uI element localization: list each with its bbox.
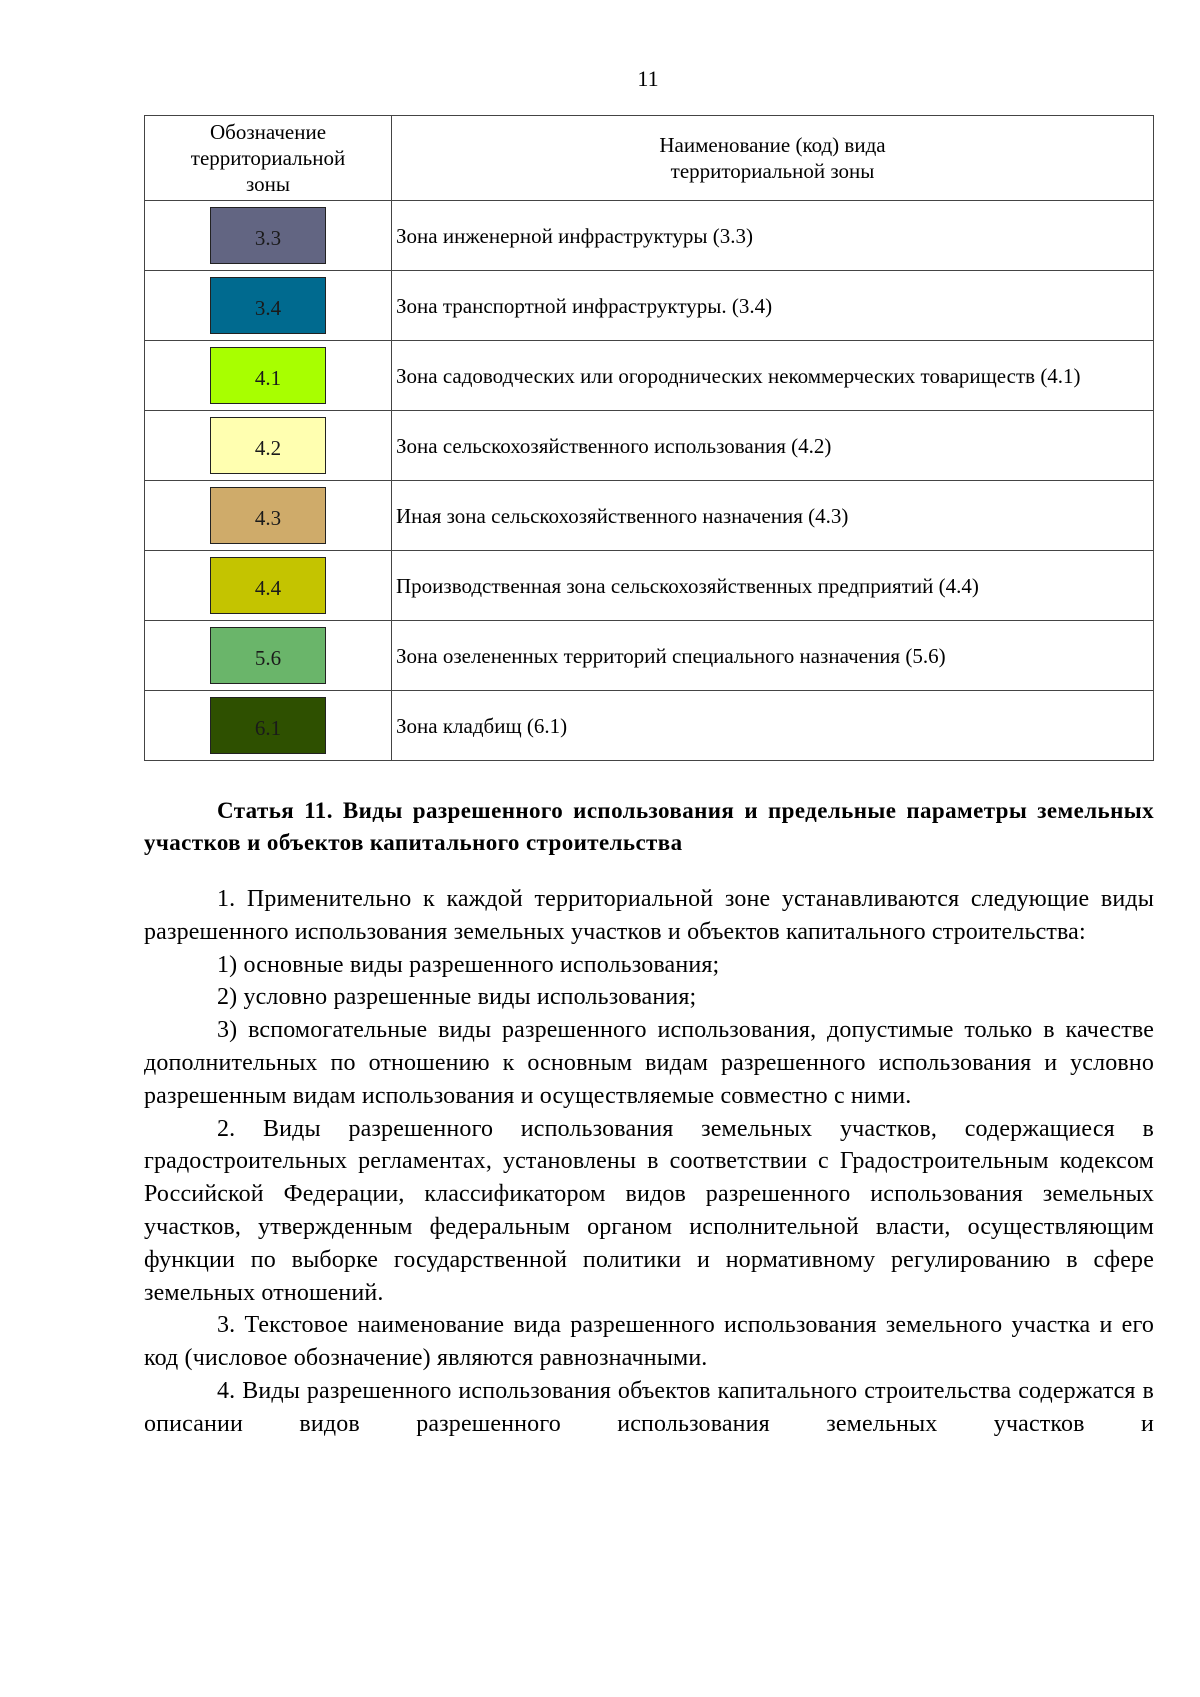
article-11: [144, 795, 1154, 1441]
table-row: [145, 271, 1154, 341]
table-row: [145, 551, 1154, 621]
table-row: [145, 621, 1154, 691]
zone-name-cell: Зона транспортной инфраструктуры. (3.4): [392, 271, 1154, 341]
zone-color-swatch: 6.1: [210, 697, 326, 754]
zone-symbol-cell: [145, 341, 392, 411]
zone-name-cell: Зона кладбищ (6.1): [392, 691, 1154, 761]
article-paragraph: 2. Виды разрешенного использования земельных участков, содержащиеся в градостроительных регламентах, установлены в соответствии с Градостроительным кодексом Российской Федерации, классификатором видов разрешенного использования земельных участков, утвержденным федеральным органом исполнительной власти, осуществляющим функции по выборке государственной политики и нормативному регулированию в сфере земельных отношений.: [144, 1115, 1154, 1306]
zone-name-cell: Зона сельскохозяйственного использования (4.2): [392, 411, 1154, 481]
article-paragraph: 1) основные виды разрешенного использования;: [217, 951, 720, 978]
article-paragraph: 4. Виды разрешенного использования объектов капитального строительства содержатся в описании видов разрешенного использования земельных участков и: [144, 1377, 1154, 1437]
zone-name-cell: Иная зона сельскохозяйственного назначения (4.3): [392, 481, 1154, 551]
table-row: [145, 341, 1154, 411]
zone-symbol-cell: [145, 481, 392, 551]
article-paragraph: 2) условно разрешенные виды использования;: [217, 984, 697, 1011]
zone-color-swatch: 3.3: [210, 207, 326, 264]
zone-color-swatch: 3.4: [210, 277, 326, 334]
zone-name-cell: Производственная зона сельскохозяйственных предприятий (4.4): [392, 551, 1154, 621]
zone-name-cell: Зона инженерной инфраструктуры (3.3): [392, 201, 1154, 271]
table-header-row: [145, 116, 1154, 201]
table-row: [145, 411, 1154, 481]
article-paragraph: 1. Применительно к каждой территориальной зоне устанавливаются следующие виды разрешенного использования земельных участков и объектов капитального строительства:: [144, 886, 1154, 945]
zone-color-swatch: 5.6: [210, 627, 326, 684]
table-row: [145, 201, 1154, 271]
article-title: Статья 11. Виды разрешенного использования и предельные параметры земельных участков и объектов капитального строительства: [144, 798, 1154, 855]
header-symbol-column: Обозначение территориальной зоны: [145, 116, 392, 201]
zone-symbol-cell: [145, 551, 392, 621]
article-paragraph: 3. Текстовое наименование вида разрешенного использования земельного участка и его код (числовое обозначение) являются равнозначными.: [144, 1312, 1154, 1372]
article-paragraph: 3) вспомогательные виды разрешенного использования, допустимые только в качестве дополнительных по отношению к основным видам разрешенного использования и условно разрешенным видам использования и осуществляемые совместно с ними.: [144, 1017, 1154, 1109]
page-number: 11: [637, 66, 659, 91]
zone-color-swatch: 4.3: [210, 487, 326, 544]
table-row: [145, 481, 1154, 551]
zone-symbol-cell: [145, 691, 392, 761]
zone-color-swatch: 4.2: [210, 417, 326, 474]
zone-symbol-cell: [145, 411, 392, 481]
zone-symbol-cell: [145, 271, 392, 341]
zone-name-cell: Зона садоводческих или огороднических некоммерческих товариществ (4.1): [392, 341, 1154, 411]
zone-rows: [145, 201, 1154, 761]
header-name-column: Наименование (код) вида территориальной зоны: [392, 116, 1154, 201]
zone-symbol-cell: [145, 201, 392, 271]
article-body: [144, 883, 1154, 1441]
zones-legend-table: [144, 115, 1154, 761]
zone-color-swatch: 4.4: [210, 557, 326, 614]
zone-symbol-cell: [145, 621, 392, 691]
zone-color-swatch: 4.1: [210, 347, 326, 404]
zone-name-cell: Зона озелененных территорий специального назначения (5.6): [392, 621, 1154, 691]
table-row: [145, 691, 1154, 761]
